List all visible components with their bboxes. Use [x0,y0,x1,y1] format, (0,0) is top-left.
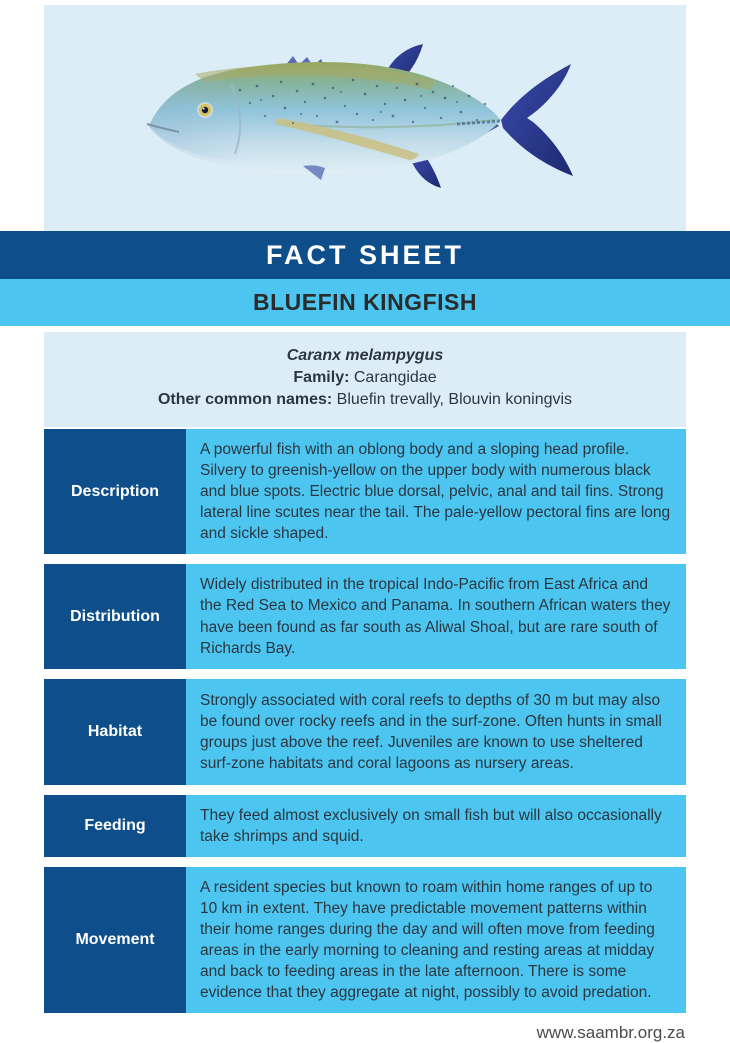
common-names-value: Bluefin trevally, Blouvin koningvis [332,391,573,408]
row-label: Habitat [44,679,186,785]
website-link[interactable]: www.saambr.org.za [536,1023,685,1043]
fact-sheet-banner [0,231,730,279]
species-name-title: BLUEFIN KINGFISH [253,289,477,315]
row-text [186,867,686,1013]
family-line [54,369,676,387]
fact-sheet-page [0,5,730,1043]
fish-image-panel [44,5,686,231]
row-text [186,795,686,857]
table-row-movement [44,867,686,1013]
row-text [186,679,686,785]
table-row-feeding [44,795,686,857]
row-text-content: A resident species but known to roam within home ranges of up to 10 km in extent. They have predictable movement patterns within their home ranges during the day and will often move from feeding areas in the early morning to cleaning and resting areas at midday and back to feeding areas in the late afternoon. There is some evidence that they aggregate at night, possibly to avoid predation. [200,878,655,1002]
row-label: Description [44,429,186,554]
row-text-content: A powerful fish with an oblong body and a sloping head profile. Silvery to greenish-yellow on the upper body with numerous black and blue spots. Electric blue dorsal, pelvic, anal and tail fins. Strong lateral line scutes near the tail. The pale-yellow pectoral fins are long and sickle shaped. [200,441,671,543]
family-label: Family: [293,369,350,386]
taxonomy-panel [44,332,686,427]
scientific-name: Caranx melampygus [286,347,444,364]
table-row-distribution [44,564,686,668]
row-text [186,564,686,668]
table-row-habitat [44,679,686,785]
row-label: Movement [44,867,186,1013]
row-text-content: They feed almost exclusively on small fish but will also occasionally take shrimps and squid. [200,806,662,845]
fact-table [44,429,686,1013]
bluefin-kingfish-illustration [135,28,595,208]
common-names-line [54,391,676,409]
table-row-description [44,429,686,554]
family-value: Carangidae [349,369,437,386]
row-label: Distribution [44,564,186,668]
common-names-label: Other common names: [157,391,333,408]
species-banner [0,279,730,326]
row-text [186,429,686,554]
row-text-content: Strongly associated with coral reefs to depths of 30 m but may also be found over rocky reefs and in the surf-zone. Often hunts in small groups just above the reef. Juveniles are known to use sheltered surf-zone habitats and coral lagoons as nursery areas. [200,691,662,772]
row-text-content: Widely distributed in the tropical Indo-Pacific from East Africa and the Red Sea to Mexico and Panama. In southern African waters they have been found as far south as Aliwal Shoal, but are rare south of Richards Bay. [200,576,671,657]
row-label: Feeding [44,795,186,857]
fact-sheet-title: FACT SHEET [265,239,464,270]
footer [44,1023,685,1043]
